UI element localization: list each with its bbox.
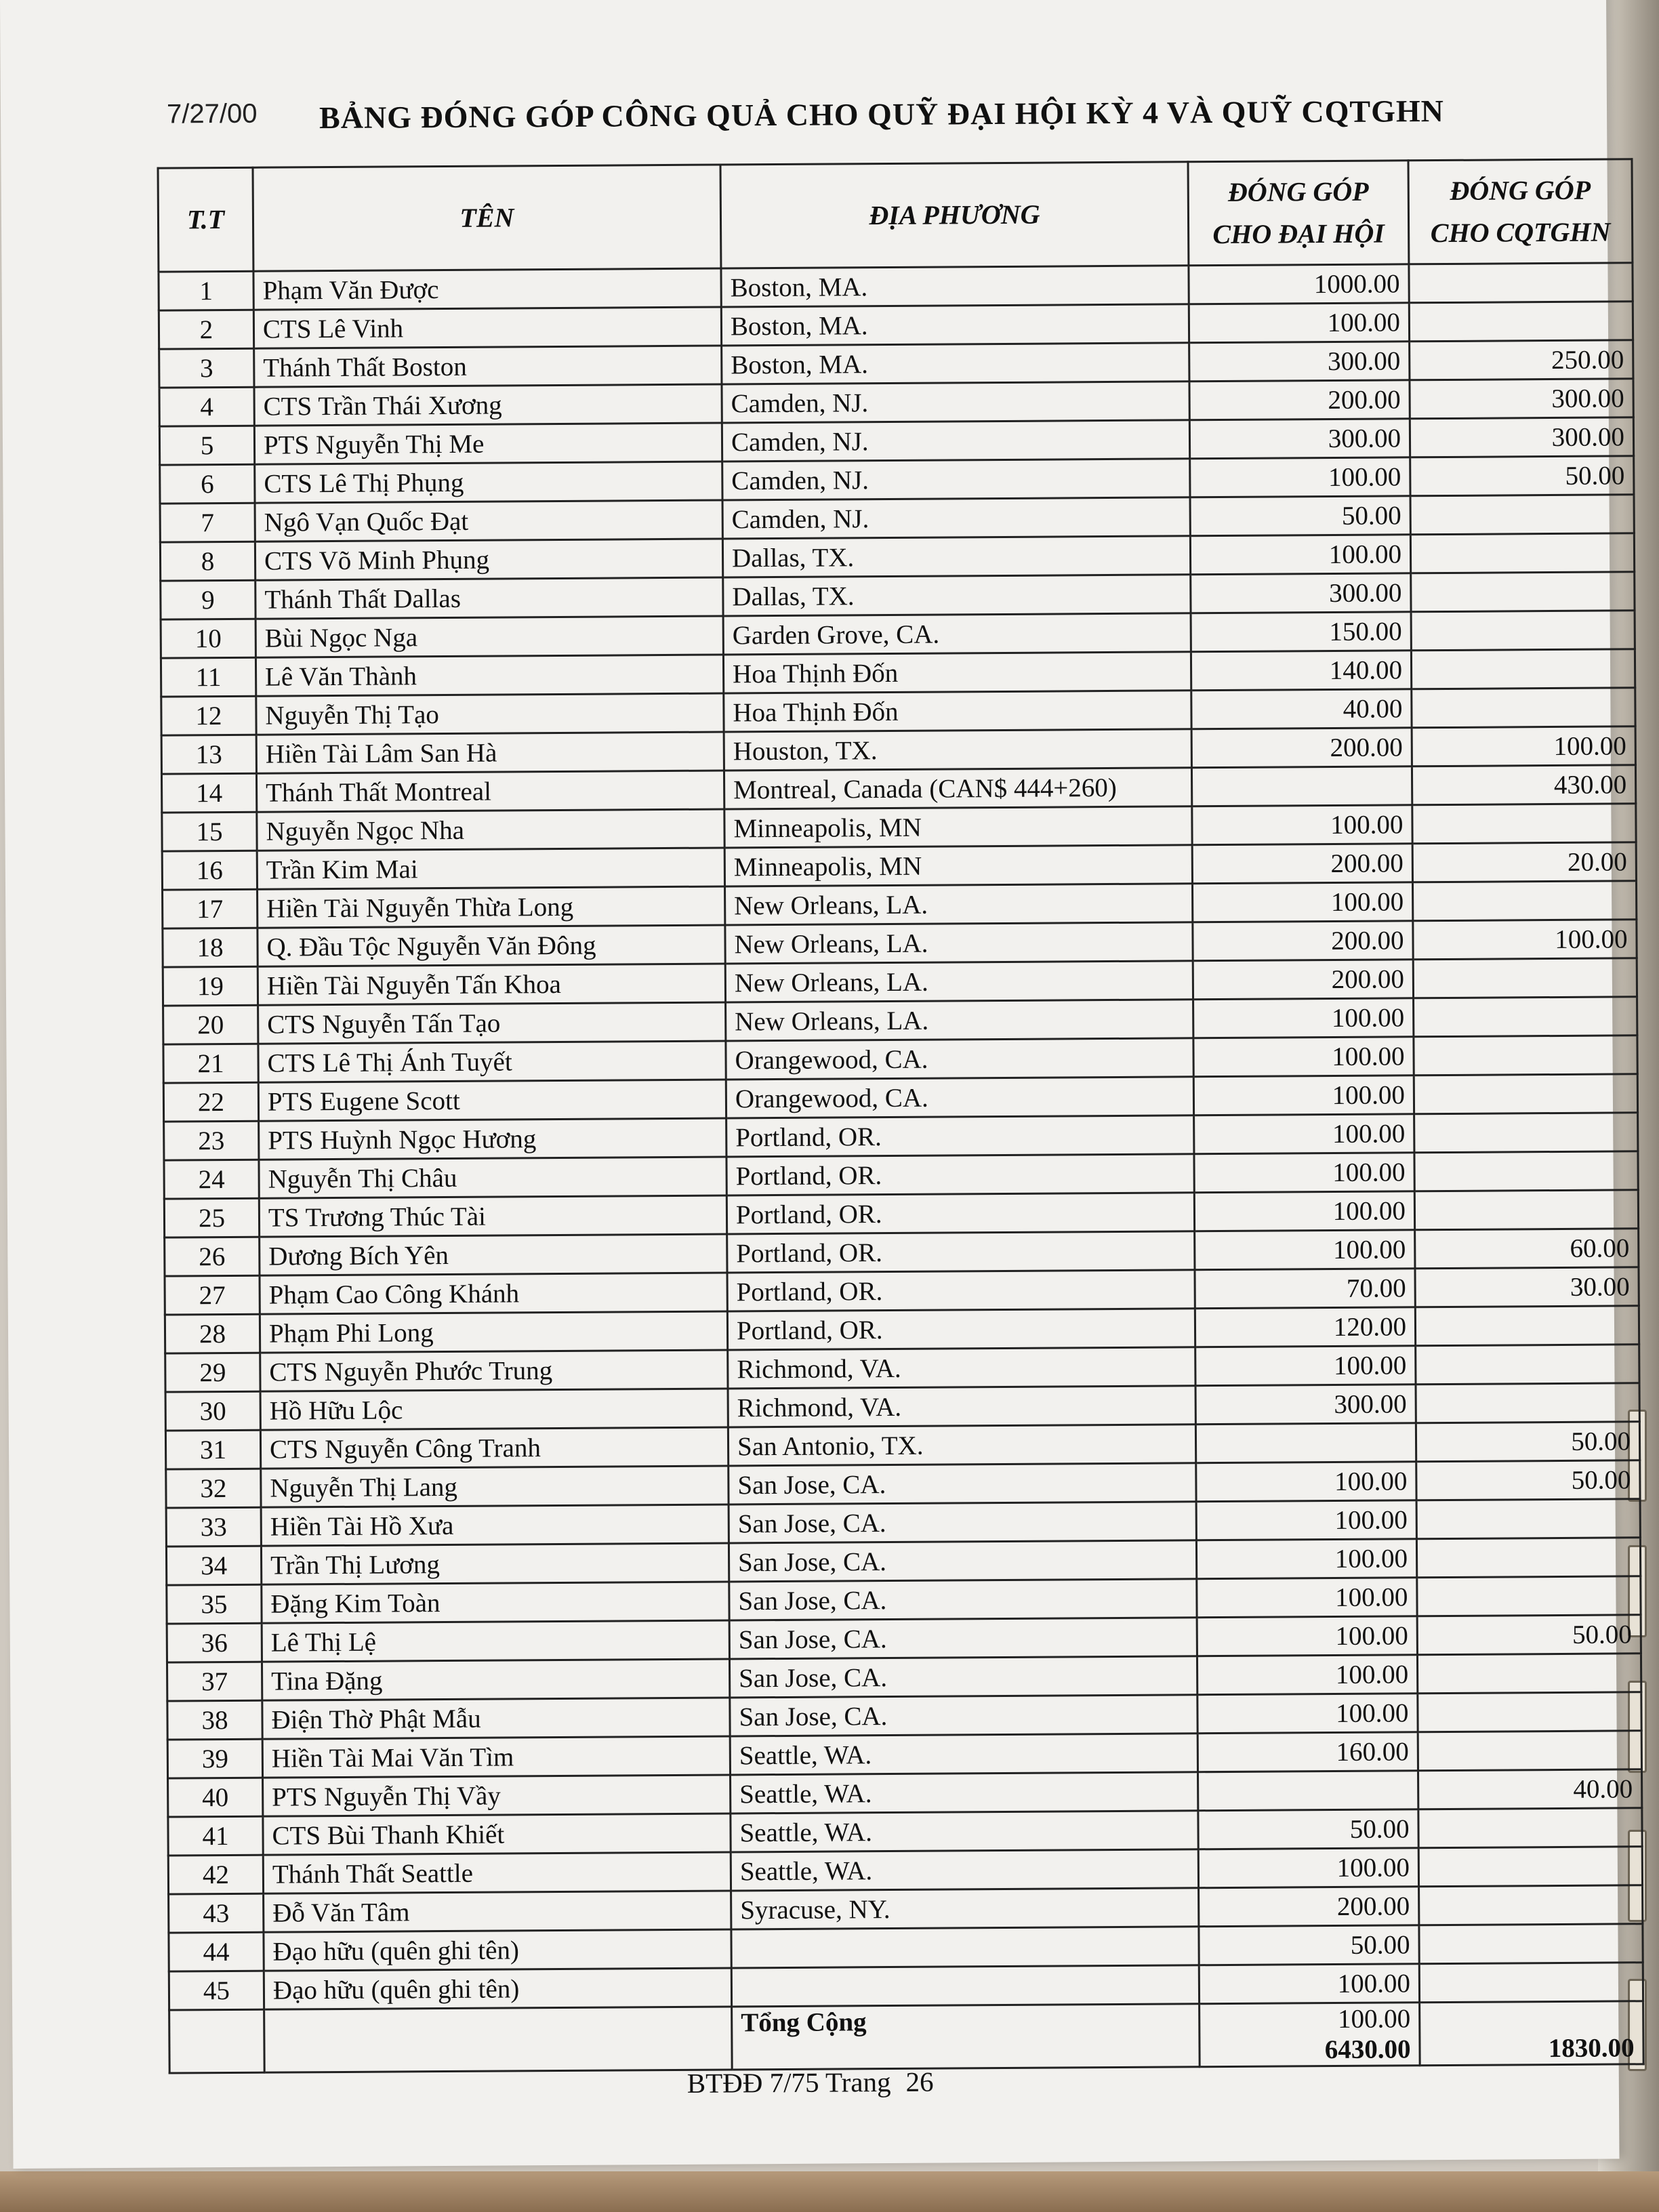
row-cqtghn-amount: [1413, 958, 1637, 998]
row-congress-amount: 100.00: [1192, 805, 1412, 845]
column-header-congress-line2: CHO ĐẠI HỘI: [1212, 218, 1385, 250]
row-number: 36: [167, 1623, 262, 1662]
row-name: CTS Lê Vinh: [253, 307, 721, 348]
table-surface: [0, 2171, 1659, 2212]
row-location: Boston, MA.: [721, 304, 1189, 346]
row-location: Hoa Thịnh Đốn: [723, 652, 1191, 693]
row-cqtghn-amount: [1416, 1499, 1640, 1539]
row-name: Thánh Thất Dallas: [255, 577, 723, 619]
row-location: Minneapolis, MN: [724, 806, 1192, 848]
row-name: Dương Bích Yên: [260, 1234, 727, 1275]
row-cqtghn-amount: 300.00: [1410, 379, 1633, 419]
row-cqtghn-amount: [1417, 1576, 1641, 1616]
row-location: Portland, OR.: [727, 1309, 1195, 1350]
table-body: [159, 263, 1643, 2010]
row-cqtghn-amount: [1419, 1885, 1643, 1925]
row-number: 1: [159, 271, 253, 310]
total-empty-tt: [169, 2009, 265, 2073]
row-number: 5: [159, 426, 254, 465]
row-name: Hiền Tài Hồ Xưa: [261, 1504, 729, 1546]
row-location: Camden, NJ.: [722, 459, 1190, 500]
row-number: 8: [160, 541, 255, 581]
row-name: Lê Văn Thành: [255, 655, 723, 696]
row-name: Thánh Thất Boston: [254, 346, 722, 387]
row-name: Nguyễn Thị Lang: [261, 1466, 729, 1507]
row-location: Dallas, TX.: [723, 575, 1191, 616]
total-empty-name: [264, 2007, 733, 2072]
row-congress-amount: 100.00: [1190, 457, 1410, 497]
row-location: New Orleans, LA.: [725, 884, 1193, 925]
row-name: Hiền Tài Nguyễn Tấn Khoa: [258, 964, 725, 1005]
row-cqtghn-amount: [1414, 1036, 1637, 1076]
row-location: Portland, OR.: [727, 1231, 1195, 1273]
row-cqtghn-amount: [1411, 649, 1635, 689]
footer-page-number: 26: [905, 2066, 934, 2097]
row-cqtghn-amount: 50.00: [1410, 456, 1634, 496]
row-name: Trần Thị Lương: [261, 1543, 729, 1584]
row-congress-amount: 100.00: [1197, 1578, 1417, 1618]
row-location: Orangewood, CA.: [726, 1077, 1193, 1118]
row-number: 12: [161, 696, 256, 735]
total-congress-cell: [1200, 2003, 1420, 2067]
row-name: Đỗ Văn Tâm: [264, 1891, 731, 1932]
footer-doc-ref: BTĐĐ 7/75 Trang: [687, 2066, 891, 2099]
row-congress-amount: 100.00: [1189, 303, 1409, 343]
row-location: [731, 1965, 1199, 2007]
row-location: San Jose, CA.: [729, 1579, 1197, 1620]
row-number: 33: [166, 1507, 261, 1547]
row-number: 18: [163, 928, 258, 967]
row-cqtghn-amount: [1409, 263, 1633, 303]
row-number: 32: [166, 1469, 261, 1508]
row-congress-amount: 40.00: [1191, 689, 1412, 729]
row-number: 4: [159, 387, 254, 426]
row-number: 39: [167, 1739, 262, 1778]
row-cqtghn-amount: [1414, 997, 1637, 1037]
row-congress-amount: 100.00: [1194, 1191, 1414, 1231]
row-number: 43: [169, 1893, 264, 1933]
row-congress-amount: 100.00: [1197, 1616, 1417, 1656]
row-congress-amount: 140.00: [1191, 651, 1411, 691]
row-location: Garden Grove, CA.: [723, 613, 1191, 655]
row-number: 29: [165, 1353, 260, 1392]
row-name: Đạo hữu (quên ghi tên): [264, 1929, 731, 1971]
column-header-cqtghn-line1: ĐÓNG GÓP: [1450, 174, 1591, 206]
row-number: 20: [163, 1005, 258, 1044]
row-name: CTS Nguyễn Tấn Tạo: [258, 1002, 726, 1044]
row-congress-amount: 100.00: [1198, 1848, 1418, 1888]
row-congress-amount: 100.00: [1194, 1114, 1414, 1154]
row-congress-amount: 50.00: [1190, 496, 1410, 536]
row-location: New Orleans, LA.: [725, 922, 1193, 964]
row-name: Hiền Tài Nguyễn Thừa Long: [258, 886, 725, 928]
row-number: 7: [160, 503, 255, 542]
row-name: Ngô Vạn Quốc Đạt: [255, 500, 722, 541]
row-location: Camden, NJ.: [722, 497, 1190, 539]
table-header-row: [158, 159, 1633, 272]
row-congress-amount: 300.00: [1195, 1385, 1416, 1425]
row-location: San Antonio, TX.: [728, 1425, 1195, 1466]
row-name: Hiền Tài Lâm San Hà: [256, 732, 724, 773]
row-location: San Jose, CA.: [729, 1540, 1196, 1582]
row-name: PTS Nguyễn Thị Me: [254, 423, 722, 464]
row-location: New Orleans, LA.: [725, 961, 1193, 1002]
row-location: Montreal, Canada (CAN$ 444+260): [724, 768, 1191, 809]
row-location: Richmond, VA.: [728, 1386, 1195, 1427]
row-cqtghn-amount: [1414, 1074, 1637, 1114]
column-header-name: TÊN: [253, 165, 721, 271]
row-congress-amount: 300.00: [1189, 419, 1410, 459]
row-location: Seattle, WA.: [730, 1734, 1197, 1775]
row-location: Seattle, WA.: [731, 1849, 1198, 1891]
row-location: Syracuse, NY.: [731, 1888, 1199, 1929]
row-name: Phạm Cao Công Khánh: [260, 1273, 727, 1314]
column-header-cqtghn-line2: CHO CQTGHN: [1430, 216, 1611, 249]
row-location: San Jose, CA.: [729, 1656, 1197, 1698]
row-number: 22: [163, 1082, 258, 1122]
row-cqtghn-amount: [1418, 1808, 1642, 1848]
row-location: [731, 1927, 1199, 1968]
row-number: 2: [159, 310, 253, 349]
row-location: Portland, OR.: [726, 1154, 1194, 1195]
row-cqtghn-amount: [1419, 1963, 1643, 2003]
row-congress-amount: 100.00: [1199, 1964, 1419, 2004]
row-name: CTS Lê Thị Phụng: [255, 462, 722, 503]
column-header-congress: [1188, 161, 1409, 266]
row-congress-amount: [1195, 1423, 1416, 1463]
row-number: 13: [161, 735, 256, 774]
row-cqtghn-amount: [1414, 1113, 1638, 1153]
row-number: 27: [165, 1275, 260, 1315]
row-cqtghn-amount: [1414, 1190, 1638, 1230]
row-name: TS Trương Thúc Tài: [259, 1195, 726, 1237]
row-congress-amount: 200.00: [1191, 728, 1412, 768]
row-congress-amount: 100.00: [1190, 535, 1410, 575]
row-number: 17: [163, 889, 258, 928]
row-number: 14: [161, 773, 256, 813]
row-cqtghn-amount: 50.00: [1416, 1422, 1639, 1462]
row-cqtghn-amount: [1417, 1654, 1641, 1694]
row-name: Nguyễn Ngọc Nha: [257, 809, 724, 851]
row-name: Hồ Hữu Lộc: [260, 1389, 728, 1430]
row-number: 25: [164, 1198, 259, 1237]
row-name: Đạo hữu (quên ghi tên): [264, 1968, 731, 2009]
row-name: Phạm Văn Được: [253, 268, 721, 310]
row-congress-amount: 100.00: [1194, 1153, 1414, 1193]
row-congress-amount: 1000.00: [1189, 264, 1409, 304]
row-number: 16: [162, 851, 257, 890]
row-congress-amount: 150.00: [1191, 612, 1411, 652]
row-congress-amount: 100.00: [1196, 1462, 1416, 1502]
row-congress-amount: 160.00: [1197, 1732, 1418, 1772]
row-name: CTS Bùi Thanh Khiết: [263, 1814, 731, 1855]
row-congress-amount: 300.00: [1191, 573, 1411, 613]
row-name: Hiền Tài Mai Văn Tìm: [262, 1736, 730, 1778]
row-name: CTS Lê Thị Ánh Tuyết: [258, 1041, 726, 1082]
row-location: San Jose, CA.: [730, 1695, 1197, 1736]
row-cqtghn-amount: 50.00: [1417, 1615, 1641, 1655]
row-congress-amount: [1191, 766, 1412, 806]
row-cqtghn-amount: [1414, 1151, 1638, 1191]
row-cqtghn-amount: 250.00: [1410, 340, 1633, 380]
row-name: Trần Kim Mai: [257, 848, 724, 889]
row-congress-amount: 100.00: [1192, 882, 1412, 922]
row-congress-amount: 200.00: [1199, 1887, 1419, 1927]
row-congress-amount: 200.00: [1193, 921, 1413, 961]
row-number: 45: [169, 1971, 264, 2010]
total-label: Tổng Cộng: [732, 2004, 1200, 2070]
row-cqtghn-amount: 30.00: [1415, 1267, 1639, 1307]
row-cqtghn-amount: [1410, 495, 1634, 535]
row-name: Tina Đặng: [262, 1659, 729, 1700]
row-name: CTS Trần Thái Xương: [254, 384, 722, 426]
row-cqtghn-amount: [1418, 1847, 1642, 1887]
row-location: Camden, NJ.: [722, 420, 1189, 462]
row-number: 28: [165, 1314, 260, 1353]
row-number: 24: [164, 1160, 259, 1199]
row-congress-amount: 50.00: [1198, 1809, 1418, 1849]
row-number: 6: [160, 464, 255, 504]
row-location: Orangewood, CA.: [726, 1038, 1193, 1080]
row-number: 31: [165, 1430, 260, 1469]
row-number: 26: [165, 1237, 260, 1276]
row-cqtghn-amount: 430.00: [1412, 765, 1635, 805]
row-number: 41: [168, 1816, 263, 1856]
row-number: 37: [167, 1662, 262, 1701]
row-number: 11: [161, 657, 255, 697]
row-cqtghn-amount: 60.00: [1415, 1229, 1639, 1269]
row-location: Richmond, VA.: [728, 1347, 1195, 1389]
total-cqtghn: 1830.00: [1420, 2001, 1644, 2066]
row-name: Thánh Thất Seattle: [263, 1852, 731, 1893]
row-number: 10: [161, 619, 255, 658]
row-location: San Jose, CA.: [729, 1463, 1196, 1504]
row-cqtghn-amount: 40.00: [1418, 1769, 1641, 1809]
column-header-tt: T.T: [158, 167, 253, 272]
row-cqtghn-amount: [1416, 1383, 1639, 1423]
column-header-location: ĐỊA PHƯƠNG: [720, 162, 1189, 268]
row-number: 40: [168, 1778, 263, 1817]
row-location: Boston, MA.: [722, 343, 1189, 384]
row-cqtghn-amount: [1419, 1924, 1643, 1964]
row-location: Seattle, WA.: [731, 1772, 1198, 1814]
row-cqtghn-amount: [1412, 881, 1636, 921]
column-header-congress-line1: ĐÓNG GÓP: [1227, 176, 1369, 207]
row-cqtghn-amount: [1410, 533, 1634, 573]
row-number: 30: [165, 1391, 260, 1431]
row-cqtghn-amount: 100.00: [1413, 920, 1637, 960]
contribution-table: [157, 158, 1645, 2074]
row-name: CTS Nguyễn Công Tranh: [260, 1427, 728, 1469]
row-congress-amount: 100.00: [1196, 1539, 1416, 1579]
row-location: San Jose, CA.: [729, 1502, 1196, 1543]
row-congress-amount: 200.00: [1189, 380, 1410, 420]
row-name: Phạm Phi Long: [260, 1311, 727, 1353]
row-cqtghn-amount: [1416, 1538, 1640, 1578]
row-number: 3: [159, 348, 254, 388]
row-name: CTS Nguyễn Phước Trung: [260, 1350, 728, 1391]
row-congress-amount: [1198, 1771, 1418, 1811]
row-congress-amount: 200.00: [1192, 844, 1412, 884]
row-congress-amount: 100.00: [1193, 998, 1414, 1038]
row-location: Boston, MA.: [721, 266, 1189, 307]
row-location: Camden, NJ.: [722, 382, 1189, 423]
row-name: Nguyễn Thị Tạo: [256, 693, 724, 735]
row-cqtghn-amount: 300.00: [1410, 417, 1633, 457]
row-number: 44: [169, 1932, 264, 1971]
row-congress-amount: 100.00: [1196, 1500, 1416, 1540]
row-location: New Orleans, LA.: [726, 1000, 1193, 1041]
row-cqtghn-amount: [1418, 1731, 1641, 1771]
row-congress-amount: 120.00: [1195, 1307, 1415, 1347]
row-name: Q. Đầu Tộc Nguyễn Văn Đông: [258, 925, 725, 966]
row-name: PTS Eugene Scott: [258, 1080, 726, 1121]
total-congress: 6430.00: [1324, 2034, 1411, 2065]
row-congress-amount: 100.00: [1195, 1346, 1416, 1386]
row-cqtghn-amount: [1409, 302, 1633, 342]
row-number: 42: [168, 1855, 263, 1894]
row-cqtghn-amount: [1412, 688, 1635, 728]
row-number: 34: [166, 1546, 261, 1585]
row-name: Nguyễn Thị Châu: [259, 1157, 726, 1198]
row-location: Portland, OR.: [726, 1115, 1194, 1157]
row-cqtghn-amount: [1411, 572, 1635, 612]
row-congress-amount: 100.00: [1195, 1230, 1415, 1270]
row-location: Dallas, TX.: [722, 536, 1190, 577]
row-cqtghn-amount: 50.00: [1416, 1460, 1640, 1500]
row-name: Đặng Kim Toàn: [262, 1582, 729, 1623]
row-number: 19: [163, 966, 258, 1006]
row-name: PTS Nguyễn Thị Vầy: [263, 1775, 731, 1816]
row-cqtghn-amount: [1415, 1306, 1639, 1346]
row-congress-amount: 100.00: [1197, 1655, 1417, 1695]
row-name: PTS Huỳnh Ngọc Hương: [259, 1118, 726, 1160]
row-congress-amount: 100.00: [1193, 1076, 1414, 1115]
total-congress-extra: 100.00: [1337, 2004, 1411, 2034]
row-cqtghn-amount: 100.00: [1412, 726, 1635, 766]
row-location: Portland, OR.: [727, 1270, 1195, 1311]
row-name: Thánh Thất Montreal: [256, 771, 724, 812]
row-congress-amount: 50.00: [1199, 1925, 1419, 1965]
row-congress-amount: 100.00: [1197, 1694, 1418, 1734]
row-cqtghn-amount: [1412, 804, 1636, 844]
row-number: 15: [162, 812, 257, 851]
row-congress-amount: 200.00: [1193, 960, 1413, 1000]
row-congress-amount: 100.00: [1193, 1037, 1414, 1077]
row-number: 21: [163, 1044, 258, 1083]
row-cqtghn-amount: 20.00: [1412, 842, 1636, 882]
row-congress-amount: 70.00: [1195, 1269, 1415, 1309]
row-location: Houston, TX.: [724, 729, 1191, 771]
total-row: [169, 2001, 1644, 2073]
row-location: Seattle, WA.: [731, 1811, 1198, 1852]
row-number: 38: [167, 1700, 262, 1740]
row-congress-amount: 300.00: [1189, 342, 1410, 382]
row-name: CTS Võ Minh Phụng: [255, 539, 722, 580]
row-location: Hoa Thịnh Đốn: [724, 691, 1191, 732]
row-name: Lê Thị Lệ: [262, 1620, 729, 1662]
row-name: Bùi Ngọc Nga: [255, 616, 723, 657]
row-location: San Jose, CA.: [729, 1618, 1197, 1659]
row-cqtghn-amount: [1416, 1345, 1639, 1385]
row-location: Portland, OR.: [726, 1193, 1194, 1234]
row-name: Điện Thờ Phật Mẫu: [262, 1698, 730, 1739]
row-location: Minneapolis, MN: [724, 845, 1192, 886]
column-header-cqtghn: [1408, 159, 1633, 264]
row-number: 35: [167, 1584, 262, 1624]
row-cqtghn-amount: [1418, 1692, 1641, 1732]
row-number: 9: [161, 580, 255, 619]
document-date: 7/27/00: [166, 98, 258, 129]
row-cqtghn-amount: [1411, 611, 1635, 651]
row-number: 23: [164, 1121, 259, 1160]
page-footer: [687, 2066, 934, 2100]
document-title: BẢNG ĐÓNG GÓP CÔNG QUẢ CHO QUỸ ĐẠI HỘI KỲ 4 VÀ QUỸ CQTGHN: [319, 93, 1445, 136]
